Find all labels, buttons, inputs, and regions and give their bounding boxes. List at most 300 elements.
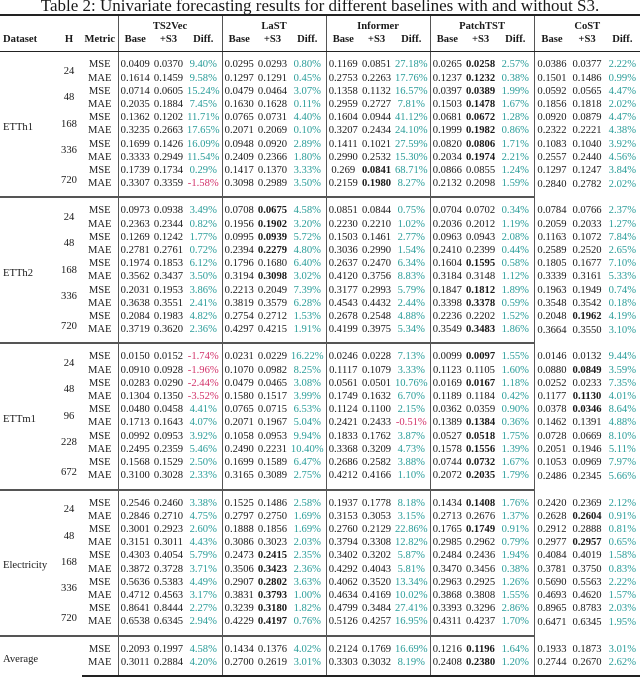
base-value: 0.0252 — [534, 377, 569, 390]
base-value: 0.4311 — [430, 615, 464, 635]
base-value: 0.4543 — [326, 297, 360, 310]
horizon-cell: 48 — [63, 384, 75, 396]
table-row — [0, 111, 640, 124]
diff-value: 4.07% — [189, 417, 217, 429]
base-value: 0.0362 — [430, 403, 464, 416]
base-value: 0.2985 — [430, 536, 464, 549]
base-value: 0.2754 — [222, 310, 256, 323]
diff-value: 15.30% — [394, 151, 428, 163]
metric-cell: MSE — [88, 59, 111, 71]
s3-value: 0.3308 — [361, 537, 392, 549]
base-value: 0.0246 — [326, 344, 360, 363]
diff-value: -2.44% — [187, 377, 219, 389]
base-value: 0.2753 — [326, 72, 360, 85]
diff-value: 8.19% — [393, 656, 430, 676]
s3-value: 0.3423 — [257, 563, 288, 575]
s3-value: 0.0715 — [257, 404, 288, 416]
base-value: 0.1933 — [534, 637, 569, 656]
base-value: 0.1362 — [118, 111, 152, 124]
s3-value: 0.1202 — [153, 112, 184, 124]
s3-value: 0.1769 — [361, 643, 392, 655]
base-value: 0.4084 — [534, 549, 569, 562]
diff-value: 0.91% — [501, 523, 529, 535]
base-value: 0.1503 — [430, 98, 464, 111]
diff-value: 1.75% — [501, 430, 529, 442]
metric-cell: MSE — [88, 550, 111, 562]
base-value: 0.2071 — [222, 124, 256, 137]
metric-cell: MAE — [87, 324, 112, 336]
s3-value: 0.3484 — [361, 603, 392, 615]
header-row-models — [0, 15, 640, 33]
table-row — [0, 615, 640, 635]
s3-value: 0.2415 — [257, 550, 288, 562]
diff-value: 2.57% — [501, 59, 529, 71]
diff-value: 7.84% — [608, 231, 637, 243]
base-value: 0.0409 — [118, 52, 152, 72]
diff-value: 6.40% — [293, 258, 321, 270]
s3-value: 0.3620 — [153, 324, 184, 336]
s3-value: 0.0702 — [465, 205, 496, 217]
base-value: 0.1963 — [534, 284, 569, 297]
s3-value: 0.2369 — [572, 497, 602, 509]
base-value: 0.2034 — [430, 151, 464, 164]
base-value: 0.0231 — [222, 344, 256, 363]
s3-value: 0.0953 — [153, 430, 184, 442]
base-value: 0.2124 — [326, 637, 360, 656]
diff-value: 3.15% — [397, 510, 425, 522]
diff-value: 6.53% — [293, 404, 321, 416]
s3-value: 0.0675 — [257, 205, 288, 217]
diff-value: 8.83% — [397, 271, 425, 283]
diff-value: 22.86% — [394, 523, 428, 535]
s3-value: 0.2993 — [361, 284, 392, 296]
diff-value: 2.03% — [293, 537, 321, 549]
diff-value: 0.90% — [501, 404, 529, 416]
table-row — [0, 284, 640, 297]
table-caption: Table 2: Univariate forecasting results for different baselines with and without S3. — [40, 0, 600, 15]
table-row — [0, 456, 640, 469]
s3-value: 0.0855 — [465, 165, 496, 177]
s3-value: 0.1628 — [257, 99, 288, 111]
diff-value: 1.18% — [501, 377, 529, 389]
s3-value: 0.0732 — [465, 457, 496, 469]
diff-value: 1.69% — [293, 510, 321, 522]
diff-value: 1.20% — [497, 656, 534, 676]
diff-value: 0.36% — [501, 417, 529, 429]
s3-value: 0.2460 — [153, 497, 184, 509]
s3-value: 0.1486 — [257, 497, 288, 509]
s3-value: 0.1853 — [153, 258, 184, 270]
diff-value: 2.08% — [501, 231, 529, 243]
s3-value: 0.3180 — [257, 603, 288, 615]
horizon-cell: 48 — [63, 238, 75, 250]
diff-value: 2.22% — [608, 59, 637, 71]
s3-value: 0.1391 — [572, 417, 602, 429]
horizon-cell: 228 — [61, 437, 77, 449]
s3-value: 0.3520 — [361, 576, 392, 588]
diff-value: 2.27% — [189, 603, 217, 615]
header-spacer — [56, 15, 82, 33]
base-value: 0.2990 — [326, 151, 360, 164]
s3-header: +S3 — [464, 33, 497, 52]
diff-value: 1.89% — [501, 284, 529, 296]
s3-value: 0.2663 — [153, 125, 184, 137]
s3-value: 0.1818 — [572, 99, 602, 111]
diff-value: 2.35% — [293, 550, 321, 562]
s3-value: 0.0501 — [361, 377, 392, 389]
s3-value: 0.8444 — [153, 603, 184, 615]
diff-value: 1.94% — [501, 550, 529, 562]
base-value: 0.1503 — [326, 231, 360, 244]
s3-header: +S3 — [152, 33, 185, 52]
base-value: 0.3177 — [326, 284, 360, 297]
s3-value: 0.1762 — [361, 430, 392, 442]
horizon-cell: 168 — [61, 118, 77, 130]
base-value: 0.0784 — [534, 198, 569, 217]
metric-cell: MAE — [87, 589, 112, 601]
s3-value: 0.2676 — [465, 510, 496, 522]
diff-value: 16.09% — [186, 138, 220, 150]
s3-value: 0.0844 — [361, 205, 392, 217]
diff-value: 2.89% — [293, 138, 321, 150]
table-row — [0, 576, 640, 589]
base-value: 0.1833 — [326, 430, 360, 443]
base-value: 0.0479 — [222, 377, 256, 390]
diff-value: 8.27% — [397, 178, 425, 190]
base-value: 0.2490 — [222, 443, 256, 456]
horizon-cell: 168 — [61, 556, 77, 568]
s3-value: 0.0920 — [257, 138, 288, 150]
base-value: 0.3562 — [118, 270, 152, 283]
base-value: 0.3239 — [222, 602, 256, 615]
base-value: 0.1856 — [534, 98, 569, 111]
base-value: 0.3368 — [326, 443, 360, 456]
base-value: 0.1501 — [534, 72, 569, 85]
diff-value: 2.62% — [605, 656, 640, 676]
base-value: 0.2410 — [430, 244, 464, 257]
diff-value: 1.71% — [501, 138, 529, 150]
s3-value: 0.5563 — [572, 576, 602, 588]
base-value: 0.1169 — [326, 52, 360, 72]
table-row — [0, 549, 640, 562]
diff-value: 0.79% — [501, 537, 529, 549]
diff-value: 1.80% — [293, 151, 321, 163]
metric-cell: MSE — [88, 85, 111, 97]
s3-value: 0.2433 — [361, 417, 392, 429]
diff-value: 2.21% — [501, 151, 529, 163]
s3-value: 0.2802 — [257, 576, 288, 588]
base-value: 0.2678 — [326, 310, 360, 323]
metric-cell: MAE — [87, 510, 112, 522]
s3-value: 0.2750 — [257, 510, 288, 522]
base-value: 0.1269 — [118, 231, 152, 244]
s3-value: 0.1856 — [257, 523, 288, 535]
metric-cell: MAE — [87, 616, 112, 628]
diff-value: 2.44% — [397, 297, 425, 309]
s3-value: 0.4043 — [361, 563, 392, 575]
diff-value: 1.02% — [397, 218, 425, 230]
diff-value: 3.17% — [189, 589, 217, 601]
diff-value: 0.11% — [293, 99, 321, 111]
diff-value: 0.38% — [501, 563, 529, 575]
diff-value: 2.50% — [189, 457, 217, 469]
s3-value: 0.2989 — [257, 178, 288, 190]
base-value: 0.2840 — [534, 177, 569, 197]
metric-cell: MSE — [88, 258, 111, 270]
s3-value: 0.1079 — [361, 364, 392, 376]
base-value: 0.2977 — [534, 536, 569, 549]
table-row — [0, 416, 640, 429]
model-header: CoST — [534, 15, 640, 33]
base-value: 0.1956 — [222, 218, 256, 231]
base-value: 0.2322 — [534, 124, 569, 137]
s3-value: 0.0879 — [572, 112, 602, 124]
s3-value: 0.3808 — [465, 589, 496, 601]
diff-value: 8.10% — [608, 430, 637, 442]
s3-value: 0.2619 — [256, 656, 289, 676]
base-value: 0.1304 — [118, 390, 152, 403]
base-value: 0.1053 — [534, 456, 569, 469]
header-spacer — [0, 15, 56, 33]
s3-value: 0.1040 — [572, 138, 602, 150]
horizon-cell: 336 — [61, 583, 77, 595]
base-value: 0.0099 — [430, 344, 464, 363]
s3-value: 0.0290 — [153, 377, 184, 389]
metric-cell: MAE — [87, 470, 112, 482]
base-value: 0.2213 — [222, 284, 256, 297]
s3-value: 0.4054 — [153, 550, 184, 562]
s3-value: 0.2923 — [153, 523, 184, 535]
s3-value: 0.3202 — [361, 550, 392, 562]
diff-value: 0.59% — [501, 297, 529, 309]
s3-value: 0.1556 — [465, 443, 496, 455]
s3-value: 0.2231 — [257, 443, 288, 455]
base-value: 0.0681 — [430, 111, 464, 124]
base-value: 0.0992 — [118, 430, 152, 443]
diff-value: 1.19% — [501, 218, 529, 230]
diff-value: 1.27% — [608, 218, 637, 230]
base-value: 0.4199 — [326, 323, 360, 343]
s3-value: 0.1946 — [572, 443, 602, 455]
base-value: 0.2912 — [534, 523, 569, 536]
base-value: 0.2546 — [118, 491, 152, 510]
diff-value: 4.58% — [189, 643, 217, 655]
horizon-cell: 672 — [61, 466, 77, 478]
diff-value: 1.70% — [501, 616, 529, 628]
s3-value: 0.1408 — [465, 497, 496, 509]
diff-value: 1.00% — [293, 589, 321, 601]
base-value: 0.1749 — [326, 390, 360, 403]
base-value: 0.3151 — [118, 536, 152, 549]
table-row — [0, 656, 640, 676]
base-value: 0.2589 — [534, 244, 569, 257]
diff-value: 2.36% — [293, 563, 321, 575]
base-header: Base — [430, 33, 464, 52]
diff-value: 8.18% — [397, 497, 425, 509]
horizon-cell: 24 — [63, 358, 75, 370]
diff-value: 4.49% — [189, 576, 217, 588]
diff-value: 1.91% — [293, 324, 321, 336]
horizon-cell — [56, 637, 82, 676]
table-row — [0, 443, 640, 456]
table-row — [0, 85, 640, 98]
s3-value: 0.0669 — [572, 430, 602, 442]
diff-value: 3.10% — [608, 324, 637, 336]
base-value: 0.3098 — [222, 177, 256, 197]
s3-value: 0.1632 — [361, 391, 392, 403]
diff-value: 4.19% — [608, 311, 637, 323]
diff-value: 2.12% — [608, 497, 637, 509]
table-row — [0, 52, 640, 72]
base-value: 0.3664 — [534, 323, 569, 343]
base-value: 0.1411 — [326, 138, 360, 151]
diff-value: 1.76% — [501, 497, 529, 509]
s3-value: 0.4563 — [153, 589, 184, 601]
table-row — [0, 124, 640, 137]
base-value: 0.1568 — [118, 456, 152, 469]
diff-value: 3.49% — [189, 205, 217, 217]
base-value: 0.0708 — [222, 198, 256, 217]
table-row — [0, 510, 640, 523]
diff-value: 2.86% — [501, 603, 529, 615]
s3-value: 0.2436 — [465, 550, 496, 562]
s3-value: 0.1247 — [572, 165, 602, 177]
base-value: 0.1630 — [222, 98, 256, 111]
base-value: 0.0963 — [430, 231, 464, 244]
diff-value: 16.69% — [394, 643, 428, 655]
results-table — [0, 14, 640, 677]
s3-value: 0.1072 — [572, 231, 602, 243]
table-row — [0, 98, 640, 111]
base-value: 0.3207 — [326, 124, 360, 137]
metric-cell: MSE — [88, 404, 111, 416]
s3-value: 0.0359 — [465, 404, 496, 416]
s3-value: 0.2604 — [572, 510, 602, 522]
base-value: 0.4799 — [326, 602, 360, 615]
diff-value: 1.28% — [501, 112, 529, 124]
s3-value: 0.1376 — [257, 643, 288, 655]
diff-value: 9.44% — [608, 351, 637, 363]
s3-header: +S3 — [569, 33, 604, 52]
base-value: 0.3868 — [430, 589, 464, 602]
diff-value: 3.01% — [289, 656, 326, 676]
base-value: 0.2486 — [534, 469, 569, 489]
s3-value: 0.5383 — [153, 576, 184, 588]
table-row — [0, 177, 640, 197]
base-value: 0.3831 — [222, 589, 256, 602]
base-value: 0.3506 — [222, 563, 256, 576]
s3-value: 0.3209 — [361, 443, 392, 455]
s3-value: 0.1983 — [153, 311, 184, 323]
base-value: 0.2084 — [118, 310, 152, 323]
horizon-cell: 96 — [63, 410, 75, 422]
s3-value: 0.2098 — [465, 178, 496, 190]
diff-value: 16.57% — [394, 85, 428, 97]
diff-value: 4.88% — [608, 417, 637, 429]
s3-value: 0.1949 — [572, 284, 602, 296]
base-value: 0.0704 — [430, 198, 464, 217]
diff-value: 2.41% — [189, 297, 217, 309]
table-row — [0, 164, 640, 177]
table-body — [0, 52, 640, 676]
table-row — [0, 364, 640, 377]
diff-value: 4.75% — [189, 510, 217, 522]
table-row — [0, 536, 640, 549]
diff-value: 1.82% — [293, 603, 321, 615]
base-value: 0.0527 — [430, 430, 464, 443]
base-value: 0.3470 — [430, 563, 464, 576]
diff-value: 1.53% — [293, 311, 321, 323]
diff-value: 7.45% — [189, 99, 217, 111]
s3-value: 0.1426 — [153, 138, 184, 150]
base-value: 0.2408 — [430, 656, 464, 676]
diff-value: 1.55% — [501, 351, 529, 363]
diff-value: 5.81% — [397, 563, 425, 575]
horizon-cell: 48 — [63, 530, 75, 542]
s3-value: 0.1589 — [257, 457, 288, 469]
diff-value: 1.99% — [501, 85, 529, 97]
diff-value: 1.77% — [189, 231, 217, 243]
diff-value: 3.86% — [189, 284, 217, 296]
base-value: 0.0480 — [118, 403, 152, 416]
s3-value: 0.0928 — [153, 364, 184, 376]
base-value: 0.4292 — [326, 563, 360, 576]
base-value: 0.3184 — [430, 270, 464, 283]
base-value: 0.3781 — [534, 563, 569, 576]
base-value: 0.1604 — [430, 257, 464, 270]
diff-value: 0.42% — [501, 391, 529, 403]
table-row — [0, 403, 640, 416]
s3-value: 0.0097 — [465, 351, 496, 363]
metric-cell: MAE — [87, 178, 112, 190]
base-value: 0.0397 — [430, 85, 464, 98]
metric-cell: MSE — [88, 430, 111, 442]
base-value: 0.0386 — [534, 52, 569, 72]
diff-value: 3.50% — [293, 178, 321, 190]
diff-value: 6.28% — [293, 297, 321, 309]
metric-cell: MSE — [88, 311, 111, 323]
diff-value: 0.58% — [501, 258, 529, 270]
s3-value: 0.1242 — [153, 231, 184, 243]
s3-value: 0.2202 — [465, 311, 496, 323]
diff-value: 4.82% — [189, 311, 217, 323]
s3-value: 0.2884 — [152, 656, 185, 676]
diff-value: 1.58% — [608, 550, 637, 562]
diff-value: 5.33% — [608, 271, 637, 283]
base-value: 0.3307 — [118, 177, 152, 197]
table-row — [0, 257, 640, 270]
diff-value: 0.99% — [608, 72, 637, 84]
s3-value: 0.2033 — [572, 218, 602, 230]
base-value: 0.1237 — [430, 72, 464, 85]
diff-value: 16.95% — [394, 616, 428, 628]
table-row — [0, 523, 640, 536]
base-value: 0.1805 — [534, 257, 569, 270]
s3-value: 0.1749 — [465, 523, 496, 535]
s3-value: 0.3028 — [153, 470, 184, 482]
diff-value: 0.91% — [608, 510, 637, 522]
s3-value: 0.6345 — [572, 616, 602, 628]
diff-value: 0.34% — [501, 205, 529, 217]
base-value: 0.1847 — [430, 284, 464, 297]
s3-value: 0.3728 — [153, 563, 184, 575]
s3-value: 0.3750 — [572, 563, 602, 575]
model-header: LaST — [222, 15, 326, 33]
base-value: 0.3393 — [430, 602, 464, 615]
base-value: 0.2797 — [222, 510, 256, 523]
base-value: 0.0765 — [222, 111, 256, 124]
diff-value: 3.02% — [293, 271, 321, 283]
